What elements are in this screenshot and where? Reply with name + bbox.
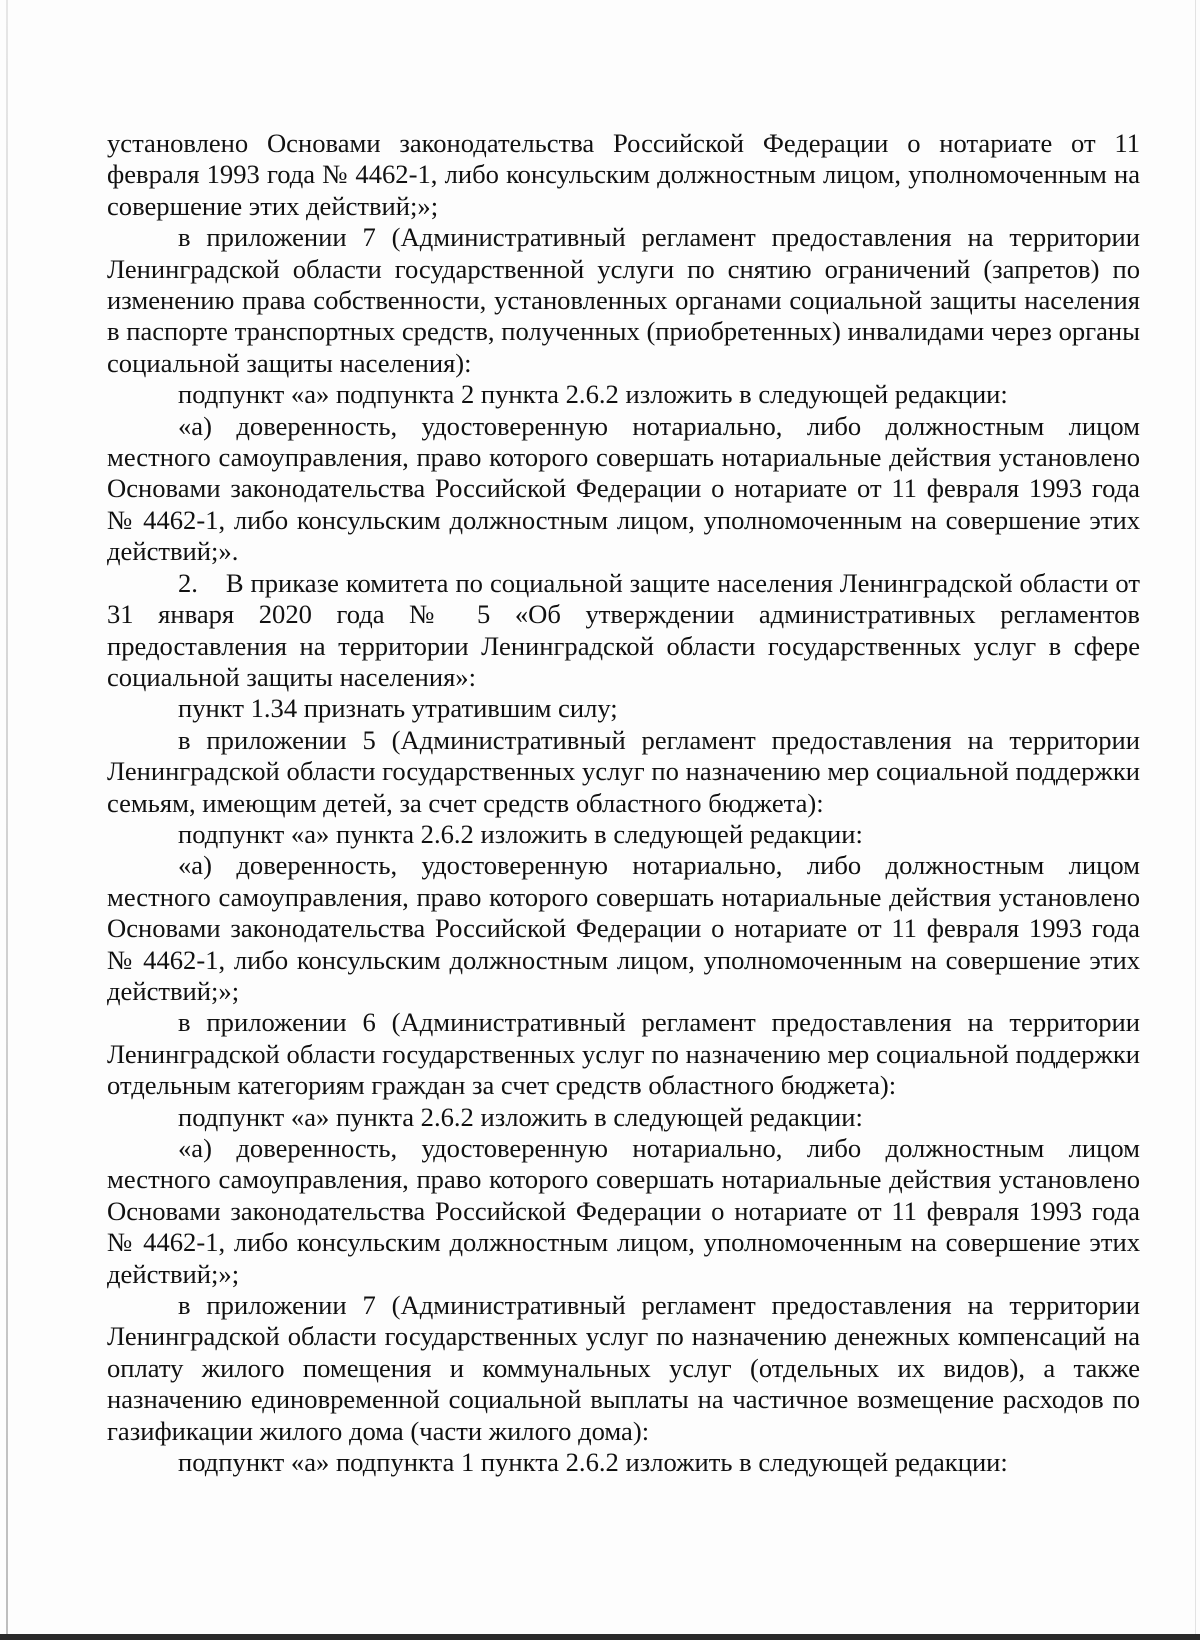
paragraph-5: 2. В приказе комитета по социальной защите населения Ленинградской области от 31 января 2020 года № 5 «Об утверждении административных регламентов предоставления на территории Ленинградской области государственных услуг в сфере социальной защиты населения»: — [107, 567, 1140, 692]
paragraph-14: подпункт «а» подпункта 1 пункта 2.6.2 изложить в следующей редакции: — [178, 1447, 1008, 1478]
paragraph-13: в приложении 7 (Административный регламент предоставления на территории Ленинградской области государственных услуг по назначению денежных компенсаций на оплату жилого помещения и коммунальных услуг (отдельных их видов), а также назначению единовременной социальной выплаты на частичное возмещение расходов по газификации жилого дома (части жилого дома): — [107, 1290, 1140, 1446]
paragraph-1: установлено Основами законодательства Российской Федерации о нотариате от 11 февраля 1993 года № 4462-1, либо консульским должностным лицом, уполномоченным на совершение этих действий;»; — [107, 128, 1140, 221]
scan-left-edge — [6, 0, 8, 1640]
paragraph-10: в приложении 6 (Административный регламент предоставления на территории Ленинградской области государственных услуг по назначению мер социальной поддержки отдельным категориям граждан за счет средств областного бюджета): — [107, 1007, 1140, 1101]
paragraph-2: в приложении 7 (Административный регламент предоставления на территории Ленинградской области государственной услуги по снятию ограничений (запретов) по изменению права собственности, установленных органами социальной защиты населения в паспорте транспортных средств, полученных (приобретенных) инвалидами через органы социальной защиты населения): — [107, 222, 1140, 378]
paragraph-7: в приложении 5 (Административный регламент предоставления на территории Ленинградской области государственных услуг по назначению мер социальной поддержки семьям, имеющим детей, за счет средств областного бюджета): — [107, 724, 1140, 818]
paragraph-6: пункт 1.34 признать утратившим силу; — [178, 693, 618, 724]
paragraph-11: подпункт «а» пункта 2.6.2 изложить в следующей редакции: — [178, 1101, 863, 1132]
paragraph-9: «а) доверенность, удостоверенную нотариально, либо должностным лицом местного самоуправления, право которого совершать нотариальные действия установлено Основами законодательства Российской Федерации о нотариате от 11 февраля 1993 года № 4462-1, либо консульским должностным лицом, уполномоченным на совершение этих действий;»; — [107, 850, 1140, 1006]
scan-bottom-edge — [0, 1634, 1200, 1640]
paragraph-8: подпункт «а» пункта 2.6.2 изложить в следующей редакции: — [178, 818, 863, 849]
scan-right-edge — [1195, 0, 1196, 1640]
paragraph-12: «а) доверенность, удостоверенную нотариально, либо должностным лицом местного самоуправления, право которого совершать нотариальные действия установлено Основами законодательства Российской Федерации о нотариате от 11 февраля 1993 года № 4462-1, либо консульским должностным лицом, уполномоченным на совершение этих действий;»; — [107, 1133, 1140, 1289]
document-body — [107, 128, 1140, 1478]
paragraph-4: «а) доверенность, удостоверенную нотариально, либо должностным лицом местного самоуправления, право которого совершать нотариальные действия установлено Основами законодательства Российской Федерации о нотариате от 11 февраля 1993 года № 4462-1, либо консульским должностным лицом, уполномоченным на совершение этих действий;». — [107, 410, 1140, 567]
paragraph-3: подпункт «а» подпункта 2 пункта 2.6.2 изложить в следующей редакции: — [178, 379, 1008, 410]
